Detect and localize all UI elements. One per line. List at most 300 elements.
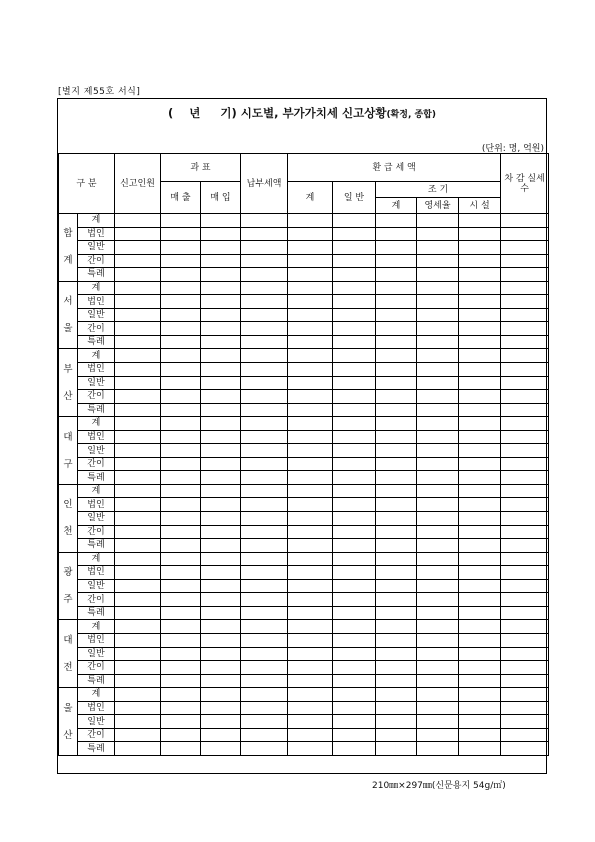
data-cell[interactable]	[201, 376, 241, 390]
data-cell[interactable]	[115, 254, 161, 268]
data-cell[interactable]	[333, 539, 376, 553]
data-cell[interactable]	[376, 471, 417, 485]
data-cell[interactable]	[459, 471, 501, 485]
data-cell[interactable]	[376, 227, 417, 241]
data-cell[interactable]	[288, 498, 333, 512]
data-cell[interactable]	[333, 227, 376, 241]
data-cell[interactable]	[161, 525, 201, 539]
data-cell[interactable]	[459, 214, 501, 228]
data-cell[interactable]	[161, 335, 201, 349]
data-cell[interactable]	[161, 579, 201, 593]
data-cell[interactable]	[333, 552, 376, 566]
data-cell[interactable]	[417, 512, 459, 526]
data-cell[interactable]	[417, 525, 459, 539]
data-cell[interactable]	[161, 606, 201, 620]
data-cell[interactable]	[376, 241, 417, 255]
data-cell[interactable]	[417, 484, 459, 498]
data-cell[interactable]	[161, 390, 201, 404]
data-cell[interactable]	[501, 742, 549, 756]
data-cell[interactable]	[241, 484, 288, 498]
data-cell[interactable]	[417, 281, 459, 295]
data-cell[interactable]	[201, 308, 241, 322]
data-cell[interactable]	[201, 241, 241, 255]
data-cell[interactable]	[376, 606, 417, 620]
data-cell[interactable]	[376, 484, 417, 498]
data-cell[interactable]	[417, 539, 459, 553]
data-cell[interactable]	[376, 661, 417, 675]
data-cell[interactable]	[501, 674, 549, 688]
data-cell[interactable]	[417, 620, 459, 634]
data-cell[interactable]	[288, 539, 333, 553]
data-cell[interactable]	[161, 593, 201, 607]
data-cell[interactable]	[201, 295, 241, 309]
data-cell[interactable]	[201, 403, 241, 417]
data-cell[interactable]	[501, 688, 549, 702]
data-cell[interactable]	[459, 417, 501, 431]
data-cell[interactable]	[288, 349, 333, 363]
data-cell[interactable]	[241, 349, 288, 363]
data-cell[interactable]	[161, 214, 201, 228]
data-cell[interactable]	[115, 633, 161, 647]
data-cell[interactable]	[459, 457, 501, 471]
data-cell[interactable]	[241, 552, 288, 566]
data-cell[interactable]	[376, 268, 417, 282]
data-cell[interactable]	[201, 633, 241, 647]
data-cell[interactable]	[115, 620, 161, 634]
data-cell[interactable]	[201, 674, 241, 688]
data-cell[interactable]	[201, 512, 241, 526]
data-cell[interactable]	[501, 214, 549, 228]
data-cell[interactable]	[417, 742, 459, 756]
data-cell[interactable]	[115, 525, 161, 539]
data-cell[interactable]	[417, 593, 459, 607]
data-cell[interactable]	[115, 647, 161, 661]
data-cell[interactable]	[501, 661, 549, 675]
data-cell[interactable]	[417, 254, 459, 268]
data-cell[interactable]	[201, 254, 241, 268]
data-cell[interactable]	[115, 322, 161, 336]
data-cell[interactable]	[376, 647, 417, 661]
data-cell[interactable]	[115, 444, 161, 458]
data-cell[interactable]	[201, 593, 241, 607]
data-cell[interactable]	[288, 227, 333, 241]
data-cell[interactable]	[501, 254, 549, 268]
data-cell[interactable]	[161, 633, 201, 647]
data-cell[interactable]	[201, 349, 241, 363]
data-cell[interactable]	[501, 701, 549, 715]
data-cell[interactable]	[288, 674, 333, 688]
data-cell[interactable]	[376, 620, 417, 634]
data-cell[interactable]	[376, 674, 417, 688]
data-cell[interactable]	[288, 742, 333, 756]
data-cell[interactable]	[333, 308, 376, 322]
data-cell[interactable]	[288, 214, 333, 228]
data-cell[interactable]	[376, 688, 417, 702]
data-cell[interactable]	[241, 417, 288, 431]
data-cell[interactable]	[241, 742, 288, 756]
data-cell[interactable]	[501, 647, 549, 661]
data-cell[interactable]	[333, 281, 376, 295]
data-cell[interactable]	[201, 498, 241, 512]
data-cell[interactable]	[288, 308, 333, 322]
data-cell[interactable]	[417, 417, 459, 431]
data-cell[interactable]	[459, 241, 501, 255]
data-cell[interactable]	[459, 661, 501, 675]
data-cell[interactable]	[501, 322, 549, 336]
data-cell[interactable]	[376, 335, 417, 349]
data-cell[interactable]	[376, 376, 417, 390]
data-cell[interactable]	[241, 593, 288, 607]
data-cell[interactable]	[161, 349, 201, 363]
data-cell[interactable]	[459, 484, 501, 498]
data-cell[interactable]	[115, 390, 161, 404]
data-cell[interactable]	[376, 539, 417, 553]
data-cell[interactable]	[376, 579, 417, 593]
data-cell[interactable]	[241, 254, 288, 268]
data-cell[interactable]	[501, 620, 549, 634]
data-cell[interactable]	[459, 403, 501, 417]
data-cell[interactable]	[201, 688, 241, 702]
data-cell[interactable]	[161, 674, 201, 688]
data-cell[interactable]	[417, 661, 459, 675]
data-cell[interactable]	[241, 444, 288, 458]
data-cell[interactable]	[333, 444, 376, 458]
data-cell[interactable]	[161, 715, 201, 729]
data-cell[interactable]	[459, 566, 501, 580]
data-cell[interactable]	[501, 484, 549, 498]
data-cell[interactable]	[459, 742, 501, 756]
data-cell[interactable]	[201, 268, 241, 282]
data-cell[interactable]	[241, 688, 288, 702]
data-cell[interactable]	[501, 363, 549, 377]
data-cell[interactable]	[333, 430, 376, 444]
data-cell[interactable]	[417, 295, 459, 309]
data-cell[interactable]	[241, 525, 288, 539]
data-cell[interactable]	[288, 376, 333, 390]
data-cell[interactable]	[376, 295, 417, 309]
data-cell[interactable]	[115, 674, 161, 688]
data-cell[interactable]	[459, 539, 501, 553]
data-cell[interactable]	[241, 227, 288, 241]
data-cell[interactable]	[288, 430, 333, 444]
data-cell[interactable]	[115, 728, 161, 742]
data-cell[interactable]	[115, 471, 161, 485]
data-cell[interactable]	[161, 241, 201, 255]
data-cell[interactable]	[501, 606, 549, 620]
data-cell[interactable]	[241, 308, 288, 322]
data-cell[interactable]	[161, 552, 201, 566]
data-cell[interactable]	[333, 390, 376, 404]
data-cell[interactable]	[115, 241, 161, 255]
data-cell[interactable]	[115, 227, 161, 241]
data-cell[interactable]	[376, 363, 417, 377]
data-cell[interactable]	[459, 308, 501, 322]
data-cell[interactable]	[501, 471, 549, 485]
data-cell[interactable]	[459, 688, 501, 702]
data-cell[interactable]	[241, 457, 288, 471]
data-cell[interactable]	[417, 227, 459, 241]
data-cell[interactable]	[376, 417, 417, 431]
data-cell[interactable]	[288, 403, 333, 417]
data-cell[interactable]	[417, 322, 459, 336]
data-cell[interactable]	[288, 579, 333, 593]
data-cell[interactable]	[333, 417, 376, 431]
data-cell[interactable]	[459, 349, 501, 363]
data-cell[interactable]	[201, 579, 241, 593]
data-cell[interactable]	[417, 241, 459, 255]
data-cell[interactable]	[417, 728, 459, 742]
data-cell[interactable]	[161, 363, 201, 377]
data-cell[interactable]	[241, 335, 288, 349]
data-cell[interactable]	[288, 566, 333, 580]
data-cell[interactable]	[501, 512, 549, 526]
data-cell[interactable]	[459, 430, 501, 444]
data-cell[interactable]	[161, 688, 201, 702]
data-cell[interactable]	[459, 525, 501, 539]
data-cell[interactable]	[115, 335, 161, 349]
data-cell[interactable]	[459, 281, 501, 295]
data-cell[interactable]	[459, 512, 501, 526]
data-cell[interactable]	[417, 471, 459, 485]
data-cell[interactable]	[241, 647, 288, 661]
data-cell[interactable]	[376, 430, 417, 444]
data-cell[interactable]	[333, 579, 376, 593]
data-cell[interactable]	[333, 376, 376, 390]
data-cell[interactable]	[288, 444, 333, 458]
data-cell[interactable]	[376, 349, 417, 363]
data-cell[interactable]	[501, 593, 549, 607]
data-cell[interactable]	[417, 715, 459, 729]
data-cell[interactable]	[333, 512, 376, 526]
data-cell[interactable]	[201, 647, 241, 661]
data-cell[interactable]	[459, 295, 501, 309]
data-cell[interactable]	[288, 620, 333, 634]
data-cell[interactable]	[201, 227, 241, 241]
data-cell[interactable]	[459, 647, 501, 661]
data-cell[interactable]	[333, 701, 376, 715]
data-cell[interactable]	[161, 281, 201, 295]
data-cell[interactable]	[459, 715, 501, 729]
data-cell[interactable]	[459, 335, 501, 349]
data-cell[interactable]	[201, 539, 241, 553]
data-cell[interactable]	[333, 566, 376, 580]
data-cell[interactable]	[501, 539, 549, 553]
data-cell[interactable]	[201, 525, 241, 539]
data-cell[interactable]	[241, 620, 288, 634]
data-cell[interactable]	[501, 376, 549, 390]
data-cell[interactable]	[501, 417, 549, 431]
data-cell[interactable]	[417, 701, 459, 715]
data-cell[interactable]	[333, 403, 376, 417]
data-cell[interactable]	[201, 552, 241, 566]
data-cell[interactable]	[115, 715, 161, 729]
data-cell[interactable]	[241, 403, 288, 417]
data-cell[interactable]	[115, 403, 161, 417]
data-cell[interactable]	[417, 688, 459, 702]
data-cell[interactable]	[459, 633, 501, 647]
data-cell[interactable]	[288, 363, 333, 377]
data-cell[interactable]	[501, 349, 549, 363]
data-cell[interactable]	[288, 688, 333, 702]
data-cell[interactable]	[241, 363, 288, 377]
data-cell[interactable]	[333, 457, 376, 471]
data-cell[interactable]	[333, 295, 376, 309]
data-cell[interactable]	[115, 498, 161, 512]
data-cell[interactable]	[376, 457, 417, 471]
data-cell[interactable]	[288, 457, 333, 471]
data-cell[interactable]	[501, 498, 549, 512]
data-cell[interactable]	[417, 349, 459, 363]
data-cell[interactable]	[115, 661, 161, 675]
data-cell[interactable]	[115, 512, 161, 526]
data-cell[interactable]	[241, 430, 288, 444]
data-cell[interactable]	[333, 674, 376, 688]
data-cell[interactable]	[201, 363, 241, 377]
data-cell[interactable]	[115, 688, 161, 702]
data-cell[interactable]	[241, 606, 288, 620]
data-cell[interactable]	[501, 633, 549, 647]
data-cell[interactable]	[115, 457, 161, 471]
data-cell[interactable]	[115, 349, 161, 363]
data-cell[interactable]	[333, 606, 376, 620]
data-cell[interactable]	[417, 566, 459, 580]
data-cell[interactable]	[161, 254, 201, 268]
data-cell[interactable]	[288, 701, 333, 715]
data-cell[interactable]	[376, 281, 417, 295]
data-cell[interactable]	[333, 620, 376, 634]
data-cell[interactable]	[201, 471, 241, 485]
data-cell[interactable]	[201, 661, 241, 675]
data-cell[interactable]	[333, 241, 376, 255]
data-cell[interactable]	[241, 566, 288, 580]
data-cell[interactable]	[376, 444, 417, 458]
data-cell[interactable]	[161, 512, 201, 526]
data-cell[interactable]	[376, 322, 417, 336]
data-cell[interactable]	[376, 742, 417, 756]
data-cell[interactable]	[115, 295, 161, 309]
data-cell[interactable]	[501, 281, 549, 295]
data-cell[interactable]	[333, 688, 376, 702]
data-cell[interactable]	[201, 742, 241, 756]
data-cell[interactable]	[201, 335, 241, 349]
data-cell[interactable]	[459, 593, 501, 607]
data-cell[interactable]	[501, 457, 549, 471]
data-cell[interactable]	[115, 281, 161, 295]
data-cell[interactable]	[241, 701, 288, 715]
data-cell[interactable]	[201, 484, 241, 498]
data-cell[interactable]	[459, 227, 501, 241]
data-cell[interactable]	[459, 376, 501, 390]
data-cell[interactable]	[417, 214, 459, 228]
data-cell[interactable]	[288, 633, 333, 647]
data-cell[interactable]	[201, 606, 241, 620]
data-cell[interactable]	[241, 471, 288, 485]
data-cell[interactable]	[417, 457, 459, 471]
data-cell[interactable]	[241, 674, 288, 688]
data-cell[interactable]	[417, 403, 459, 417]
data-cell[interactable]	[201, 620, 241, 634]
data-cell[interactable]	[376, 390, 417, 404]
data-cell[interactable]	[459, 701, 501, 715]
data-cell[interactable]	[115, 701, 161, 715]
data-cell[interactable]	[333, 363, 376, 377]
data-cell[interactable]	[115, 308, 161, 322]
data-cell[interactable]	[333, 647, 376, 661]
data-cell[interactable]	[501, 268, 549, 282]
data-cell[interactable]	[417, 308, 459, 322]
data-cell[interactable]	[501, 525, 549, 539]
data-cell[interactable]	[115, 417, 161, 431]
data-cell[interactable]	[288, 484, 333, 498]
data-cell[interactable]	[161, 484, 201, 498]
data-cell[interactable]	[417, 552, 459, 566]
data-cell[interactable]	[201, 728, 241, 742]
data-cell[interactable]	[459, 498, 501, 512]
data-cell[interactable]	[241, 579, 288, 593]
data-cell[interactable]	[459, 606, 501, 620]
data-cell[interactable]	[459, 552, 501, 566]
data-cell[interactable]	[376, 512, 417, 526]
data-cell[interactable]	[417, 444, 459, 458]
data-cell[interactable]	[161, 322, 201, 336]
data-cell[interactable]	[501, 403, 549, 417]
data-cell[interactable]	[161, 295, 201, 309]
data-cell[interactable]	[201, 281, 241, 295]
data-cell[interactable]	[376, 308, 417, 322]
data-cell[interactable]	[288, 335, 333, 349]
data-cell[interactable]	[376, 403, 417, 417]
data-cell[interactable]	[288, 728, 333, 742]
data-cell[interactable]	[241, 214, 288, 228]
data-cell[interactable]	[417, 606, 459, 620]
data-cell[interactable]	[501, 444, 549, 458]
data-cell[interactable]	[288, 525, 333, 539]
data-cell[interactable]	[201, 390, 241, 404]
data-cell[interactable]	[459, 268, 501, 282]
data-cell[interactable]	[201, 715, 241, 729]
data-cell[interactable]	[333, 254, 376, 268]
data-cell[interactable]	[376, 701, 417, 715]
data-cell[interactable]	[333, 715, 376, 729]
data-cell[interactable]	[161, 227, 201, 241]
data-cell[interactable]	[288, 647, 333, 661]
data-cell[interactable]	[288, 281, 333, 295]
data-cell[interactable]	[376, 593, 417, 607]
data-cell[interactable]	[417, 579, 459, 593]
data-cell[interactable]	[288, 322, 333, 336]
data-cell[interactable]	[115, 593, 161, 607]
data-cell[interactable]	[333, 661, 376, 675]
data-cell[interactable]	[459, 390, 501, 404]
data-cell[interactable]	[333, 484, 376, 498]
data-cell[interactable]	[161, 539, 201, 553]
data-cell[interactable]	[501, 241, 549, 255]
data-cell[interactable]	[333, 593, 376, 607]
data-cell[interactable]	[459, 674, 501, 688]
data-cell[interactable]	[288, 593, 333, 607]
data-cell[interactable]	[333, 728, 376, 742]
data-cell[interactable]	[376, 254, 417, 268]
data-cell[interactable]	[288, 512, 333, 526]
data-cell[interactable]	[501, 579, 549, 593]
data-cell[interactable]	[161, 403, 201, 417]
data-cell[interactable]	[201, 322, 241, 336]
data-cell[interactable]	[241, 376, 288, 390]
data-cell[interactable]	[376, 552, 417, 566]
data-cell[interactable]	[288, 715, 333, 729]
data-cell[interactable]	[333, 268, 376, 282]
data-cell[interactable]	[417, 376, 459, 390]
